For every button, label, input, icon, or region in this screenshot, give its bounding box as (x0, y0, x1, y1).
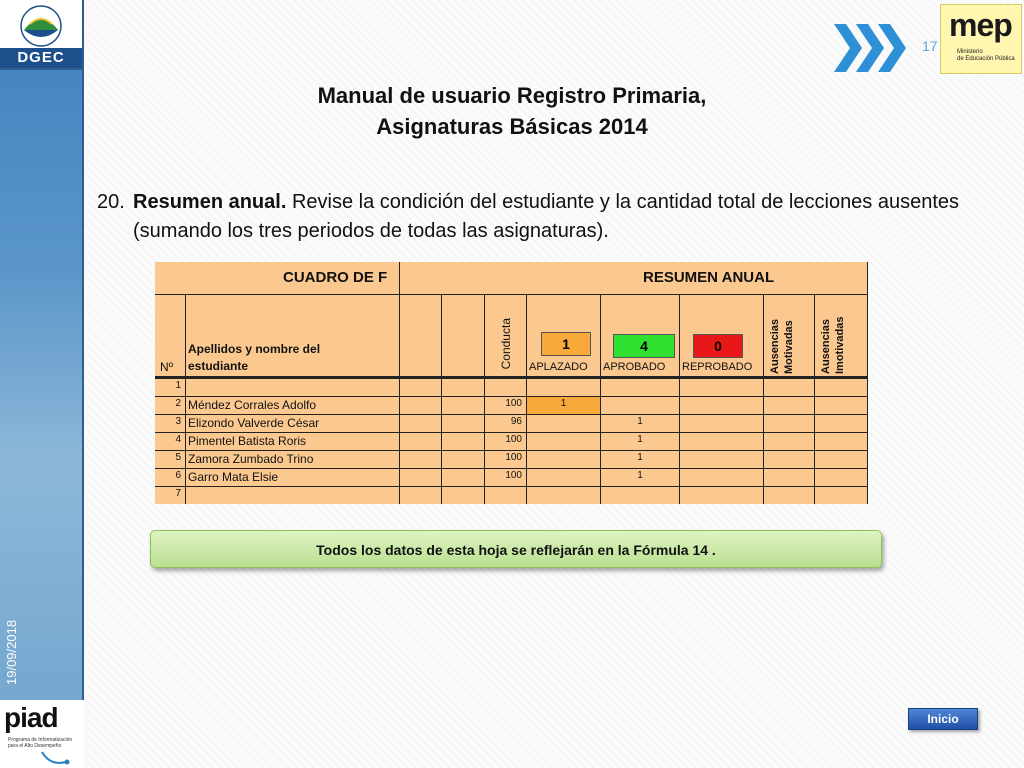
sheet-cell (186, 415, 400, 433)
chevrons-icon (834, 20, 914, 76)
header-resumen-cell (400, 262, 868, 295)
sheet-cell (764, 397, 815, 415)
sheet-cell-text: 100 (505, 470, 522, 481)
sheet-cell (680, 451, 764, 469)
header-cuadro-label: CUADRO DE F (283, 269, 388, 286)
sheet-cell-text: Garro Mata Elsie (188, 470, 279, 484)
mep-subtitle-line2: de Educación Pública (957, 56, 1015, 62)
sheet-cell (485, 487, 527, 504)
dgec-emblem-icon (0, 0, 82, 48)
mep-label: mep (949, 7, 1012, 43)
sheet-cell (400, 487, 442, 504)
page-title (200, 80, 824, 142)
sheet-cell (680, 415, 764, 433)
sheet-cell-text: 100 (505, 434, 522, 445)
mep-subtitle (957, 49, 1015, 63)
piad-logo (0, 700, 84, 768)
sheet-cell (815, 451, 868, 469)
sheet-cell (442, 379, 485, 397)
sheet-cell (485, 469, 527, 487)
sheet-cell (764, 451, 815, 469)
left-sidebar (0, 0, 84, 768)
sheet-cell (815, 469, 868, 487)
title-line1: Manual de usuario Registro Primaria, (317, 83, 707, 108)
sheet-cell (680, 433, 764, 451)
sheet-cell-text: 1 (560, 398, 567, 409)
col-ausencias-inmotivadas-label: Ausencias Imotivadas (820, 316, 846, 374)
sheet-cell (155, 487, 186, 504)
slide-date: 19/09/2018 (4, 619, 19, 685)
col-aprobado-label: APROBADO (603, 361, 666, 373)
sheet-cell (186, 433, 400, 451)
sheet-cell (527, 451, 601, 469)
sheet-cell (186, 469, 400, 487)
sheet-cell-text: Elizondo Valverde César (188, 416, 320, 430)
sheet-cell (527, 487, 601, 504)
resumen-anual-sheet (155, 262, 868, 504)
instruction-text: Revise la condición del estudiante y la cantidad total de lecciones ausentes (sumando los tres periodos de todas las asignaturas). (133, 191, 960, 242)
sheet-cell (601, 487, 680, 504)
info-banner: Todos los datos de esta hoja se reflejarán en la Fórmula 14 . (150, 530, 882, 568)
sheet-cell-text: 5 (175, 452, 181, 463)
sheet-cell (485, 379, 527, 397)
sheet-cell (155, 397, 186, 415)
sheet-cell (485, 415, 527, 433)
sheet-cell (485, 451, 527, 469)
sheet-cell (680, 379, 764, 397)
sheet-cell (815, 415, 868, 433)
sheet-cell-text: 1 (637, 452, 643, 463)
sheet-cell (400, 433, 442, 451)
total-aprobado-box: 4 (613, 334, 675, 358)
sheet-cell (815, 433, 868, 451)
sheet-cell-text: 96 (510, 416, 522, 427)
sheet-cell (764, 415, 815, 433)
instruction-body (133, 188, 997, 246)
sheet-cell (400, 397, 442, 415)
sheet-cell (442, 487, 485, 504)
sheet-cell (815, 487, 868, 504)
col-ausencias-motivadas-label: Ausencias Motivadas (769, 318, 795, 374)
sheet-cell (155, 415, 186, 433)
sheet-cell (815, 379, 868, 397)
sheet-cell (485, 433, 527, 451)
sheet-cell (442, 433, 485, 451)
sheet-cell (527, 397, 601, 415)
sheet-cell (527, 379, 601, 397)
sheet-cell (155, 433, 186, 451)
sheet-cell (186, 487, 400, 504)
sheet-cell (442, 469, 485, 487)
col-blank1-header (400, 295, 442, 377)
col-blank2-header (442, 295, 485, 377)
sheet-cell (485, 397, 527, 415)
sheet-cell-text: 2 (175, 398, 181, 409)
sheet-cell (442, 415, 485, 433)
sheet-cell-text: Pimentel Batista Roris (188, 434, 307, 448)
col-no-label: Nº (160, 360, 174, 374)
sheet-cell (400, 379, 442, 397)
sheet-cell-text: 4 (175, 434, 181, 445)
sheet-cell (601, 433, 680, 451)
sheet-cell (400, 415, 442, 433)
sheet-cell (400, 451, 442, 469)
sheet-cell (155, 379, 186, 397)
sheet-cell-text: Méndez Corrales Adolfo (188, 398, 317, 412)
sheet-cell (186, 451, 400, 469)
sheet-cell (186, 379, 400, 397)
sheet-cell (601, 397, 680, 415)
sheet-cell (680, 469, 764, 487)
sheet-cell (815, 397, 868, 415)
sheet-cell (442, 451, 485, 469)
col-conducta-label: Conducta (499, 318, 513, 370)
piad-swoosh-icon (40, 750, 70, 768)
sheet-cell (155, 469, 186, 487)
dgec-label: DGEC (0, 48, 82, 68)
sheet-cell (601, 415, 680, 433)
dgec-logo (0, 0, 82, 70)
sheet-cell-text: 3 (175, 416, 181, 427)
sheet-cell (680, 487, 764, 504)
total-aplazado-box: 1 (541, 332, 591, 356)
col-aplazado-label: APLAZADO (529, 361, 588, 373)
col-name-label-line1: Apellidos y nombre del (188, 342, 321, 356)
sheet-cell-text: 100 (505, 398, 522, 409)
sheet-cell (764, 487, 815, 504)
sheet-cell (764, 379, 815, 397)
piad-subtitle: Programa de Informatización para el Alto Desempeño (8, 737, 73, 749)
mep-logo (940, 4, 1022, 74)
sheet-cell-text: 1 (637, 416, 643, 427)
instruction-paragraph (97, 188, 997, 246)
instruction-number: 20. (97, 191, 125, 213)
sheet-cell (527, 415, 601, 433)
total-reprobado-box: 0 (693, 334, 743, 358)
sheet-cell (186, 397, 400, 415)
instruction-bold: Resumen anual. (133, 191, 287, 213)
mep-subtitle-line1: Ministerio (957, 49, 983, 55)
sheet-cell (527, 469, 601, 487)
sheet-cell (601, 469, 680, 487)
sheet-cell (400, 469, 442, 487)
sheet-cell-text: 100 (505, 452, 522, 463)
sheet-cell (601, 451, 680, 469)
title-line2: Asignaturas Básicas 2014 (376, 114, 648, 139)
sheet-cell (527, 433, 601, 451)
piad-label: piad (4, 702, 58, 733)
sheet-cell-text: 1 (175, 380, 181, 391)
sheet-cell (155, 451, 186, 469)
header-resumen-label: RESUMEN ANUAL (643, 269, 775, 286)
sheet-cell (764, 433, 815, 451)
sheet-cell (764, 469, 815, 487)
page-number: 17 (922, 38, 938, 54)
col-name-label-line2: estudiante (188, 359, 249, 373)
sheet-cell-text: 6 (175, 470, 181, 481)
sheet-cell-text: Zamora Zumbado Trino (188, 452, 314, 466)
sheet-cell (601, 379, 680, 397)
sheet-cell-text: 7 (175, 488, 181, 499)
sheet-cell (680, 397, 764, 415)
inicio-button[interactable]: Inicio (908, 708, 978, 730)
col-reprobado-label: REPROBADO (682, 361, 753, 373)
sheet-cell-text: 1 (637, 470, 643, 481)
sheet-cell-text: 1 (637, 434, 643, 445)
sheet-cell (442, 397, 485, 415)
